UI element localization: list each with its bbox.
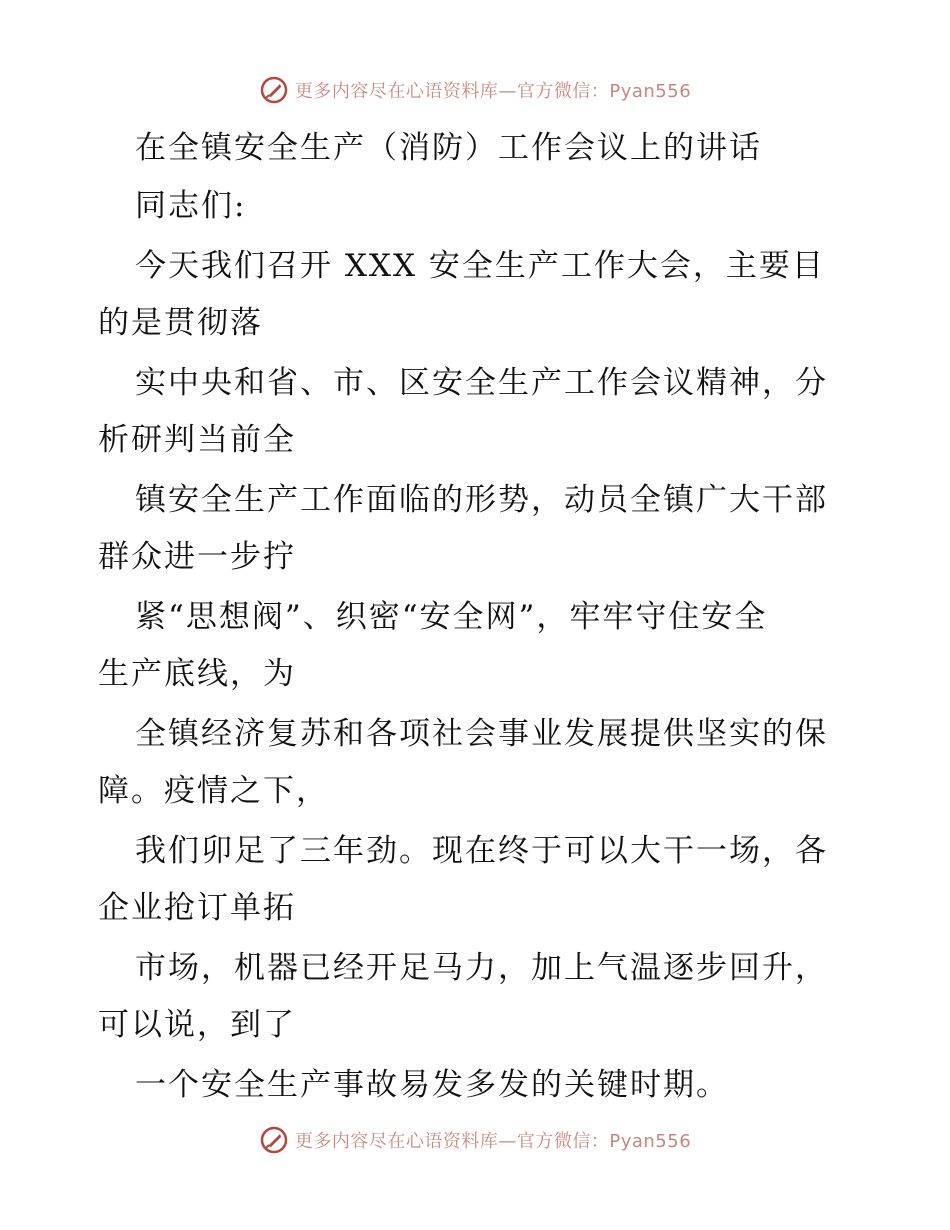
- body-line: 障。疫情之下，: [98, 773, 329, 809]
- body-line: 镇安全生产工作面临的形势，动员全镇广大干部: [135, 482, 828, 518]
- watermark-text: 更多内容尽在心语资料库—官方微信：Pyan556: [294, 1131, 692, 1152]
- header-watermark: [0, 72, 950, 108]
- watermark-text: 更多内容尽在心语资料库—官方微信：Pyan556: [294, 81, 692, 102]
- body-line: 全镇经济复苏和各项社会事业发展提供坚实的保: [135, 716, 828, 752]
- document-title: 在全镇安全生产（消防）工作会议上的讲话: [135, 130, 762, 166]
- body-line: 一个安全生产事故易发多发的关键时期。: [135, 1067, 729, 1103]
- body-line: 今天我们召开 XXX 安全生产工作大会，主要目: [135, 248, 825, 284]
- quill-logo-icon: [259, 1125, 289, 1155]
- body-line: 群众进一步拧: [98, 539, 296, 575]
- body-line: 的是贯彻落: [98, 305, 263, 341]
- body-line: 紧“思想阀”、织密“安全网”，牢牢守住安全: [135, 599, 768, 635]
- body-line: 析研判当前全: [98, 422, 296, 458]
- body-line: 企业抢订单拓: [98, 890, 296, 926]
- body-line: 实中央和省、市、区安全生产工作会议精神，分: [135, 365, 828, 401]
- body-line: 我们卯足了三年劲。现在终于可以大干一场，各: [135, 833, 828, 869]
- quill-logo-icon: [259, 75, 289, 105]
- body-line: 生产底线，为: [98, 656, 296, 692]
- salutation: 同志们:: [135, 188, 247, 224]
- footer-watermark: [0, 1122, 950, 1158]
- body-line: 市场，机器已经开足马力，加上气温逐步回升，: [135, 950, 828, 986]
- body-line: 可以说，到了: [98, 1007, 296, 1043]
